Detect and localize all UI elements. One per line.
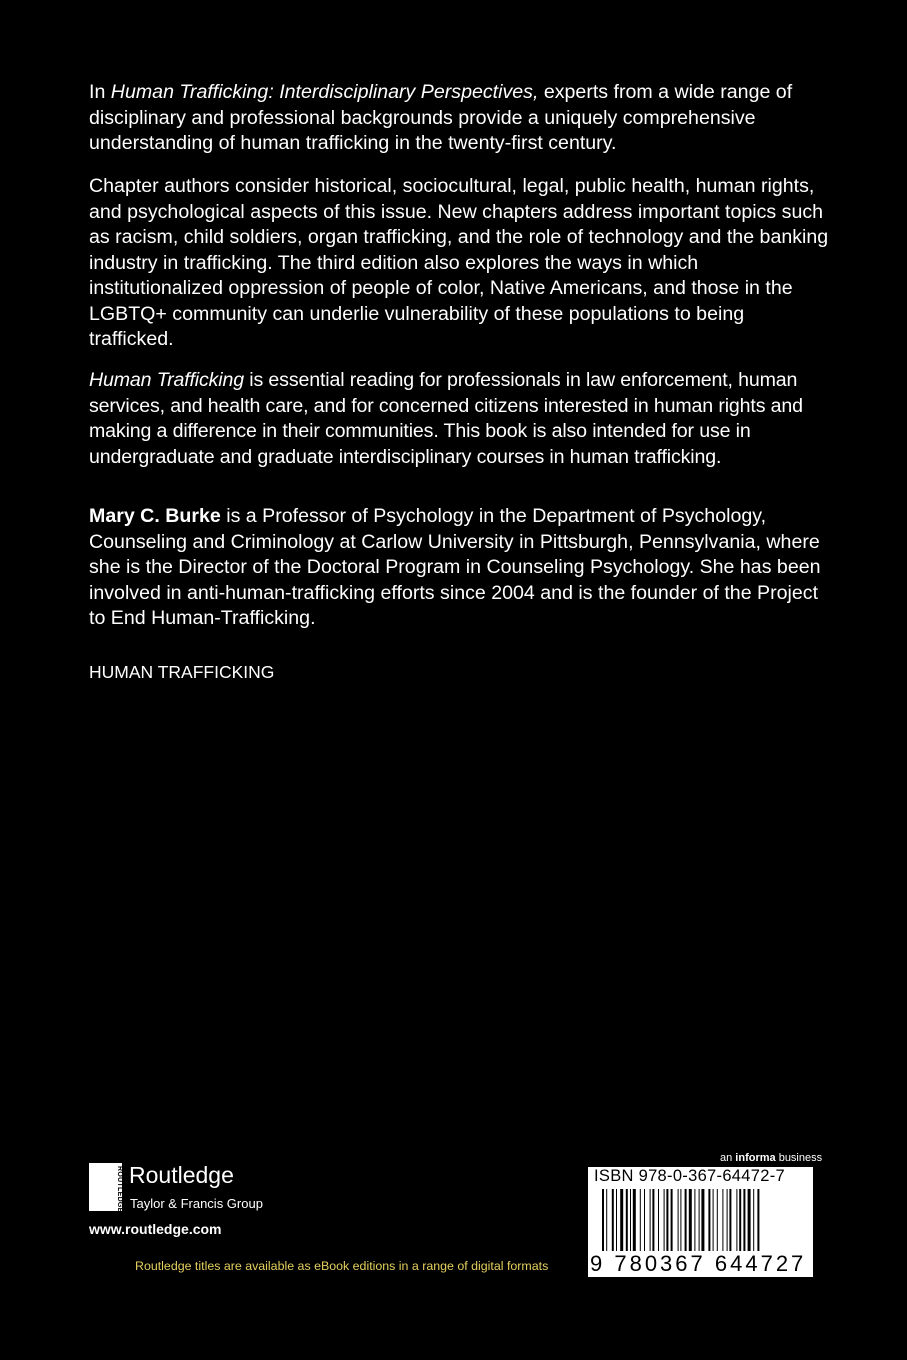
series-label: HUMAN TRAFFICKING <box>89 662 275 682</box>
barcode-bar <box>685 1189 687 1251</box>
routledge-logo <box>89 1163 122 1211</box>
routledge-logo-text: ROUTLEDGE <box>116 1166 123 1213</box>
isbn-barcode <box>588 1167 813 1277</box>
ebook-note: Routledge titles are available as eBook editions in a range of digital formats <box>135 1259 549 1273</box>
barcode-digits: 9 780367 644727 <box>590 1251 807 1276</box>
barcode-bar <box>658 1189 659 1251</box>
barcode-bar <box>664 1189 665 1251</box>
barcode-bar <box>699 1189 700 1251</box>
barcode-bar <box>666 1189 668 1251</box>
author-bio: is a Professor of Psychology in the Department of Psychology, Counseling and Criminology at Carlow University in Pittsburgh, Pennsylvania, where she is the Director of the Doctoral Program in Counseling Psychology. She has been involved in anti-human-trafficking efforts since 2004 and is the founder of the Project to End Human-Trafficking. <box>89 505 821 629</box>
intro-text: experts from a wide range of disciplinary and professional backgrounds provide a uniquely comprehensive understanding of human trafficking in the twenty-first century. <box>89 81 793 154</box>
barcode-bar <box>678 1189 679 1251</box>
barcode-bar <box>757 1189 759 1251</box>
barcode-bar <box>753 1189 754 1251</box>
barcode-bar <box>727 1189 728 1251</box>
barcode-bar <box>616 1189 617 1251</box>
author-paragraph <box>89 504 829 632</box>
intro-prefix: In <box>89 81 111 103</box>
intro-book-title: Human Trafficking: Interdisciplinary Perspectives, <box>110 81 539 103</box>
barcode-bar <box>640 1189 641 1251</box>
barcode-bar <box>736 1189 737 1251</box>
audience-book-title: Human Trafficking <box>89 369 244 391</box>
barcode-bar <box>694 1189 695 1251</box>
barcode-bar <box>722 1189 723 1251</box>
barcode-bar <box>743 1189 745 1251</box>
barcode-bar <box>713 1189 714 1251</box>
barcode-bar <box>644 1189 645 1251</box>
chapters-text: Chapter authors consider historical, sociocultural, legal, public health, human rights, and psychological aspects of this issue. New chapters address important topics such as racism, child soldiers, organ trafficking, and the role of technology and the banking industry in trafficking. The third edition also explores the ways in which institutionalized oppression of people of color, Native Americans, and those in the LGBTQ+ community can underlie vulnerability of these populations to being trafficked. <box>89 175 829 350</box>
barcode-bar <box>606 1189 607 1251</box>
barcode-bar <box>689 1189 692 1251</box>
chapters-paragraph <box>89 174 829 353</box>
audience-paragraph <box>89 368 829 470</box>
barcode-bar <box>630 1189 631 1251</box>
publisher-group: Taylor & Francis Group <box>130 1196 263 1211</box>
barcode-bar <box>748 1189 751 1251</box>
barcode-bar <box>612 1189 614 1251</box>
barcode-bar <box>633 1189 636 1251</box>
intro-paragraph <box>89 80 829 157</box>
barcode-bar <box>717 1189 718 1251</box>
isbn-label: ISBN 978-0-367-64472-7 <box>594 1167 785 1185</box>
barcode-bar <box>602 1189 604 1251</box>
barcode-bar <box>701 1189 704 1251</box>
barcode-bar <box>680 1189 681 1251</box>
barcode-bar <box>620 1189 623 1251</box>
audience-text: is essential reading for professionals in law enforcement, human services, and health care, and for concerned citizens interested in human rights and making a difference in their communities. This book is also intended for use in undergraduate and graduate interdisciplinary courses in human trafficking. <box>89 369 803 468</box>
barcode-bars <box>602 1189 800 1251</box>
barcode-bar <box>739 1189 741 1251</box>
publisher-name: Routledge <box>129 1162 234 1188</box>
barcode-bar <box>671 1189 673 1251</box>
barcode-bar <box>650 1189 651 1251</box>
informa-label: an informa business <box>720 1152 823 1164</box>
author-name: Mary C. Burke <box>89 505 221 527</box>
publisher-url[interactable]: www.routledge.com <box>89 1221 222 1237</box>
barcode-bar <box>652 1189 654 1251</box>
barcode-bar <box>708 1189 710 1251</box>
barcode-bar <box>729 1189 731 1251</box>
barcode-bar <box>626 1189 628 1251</box>
